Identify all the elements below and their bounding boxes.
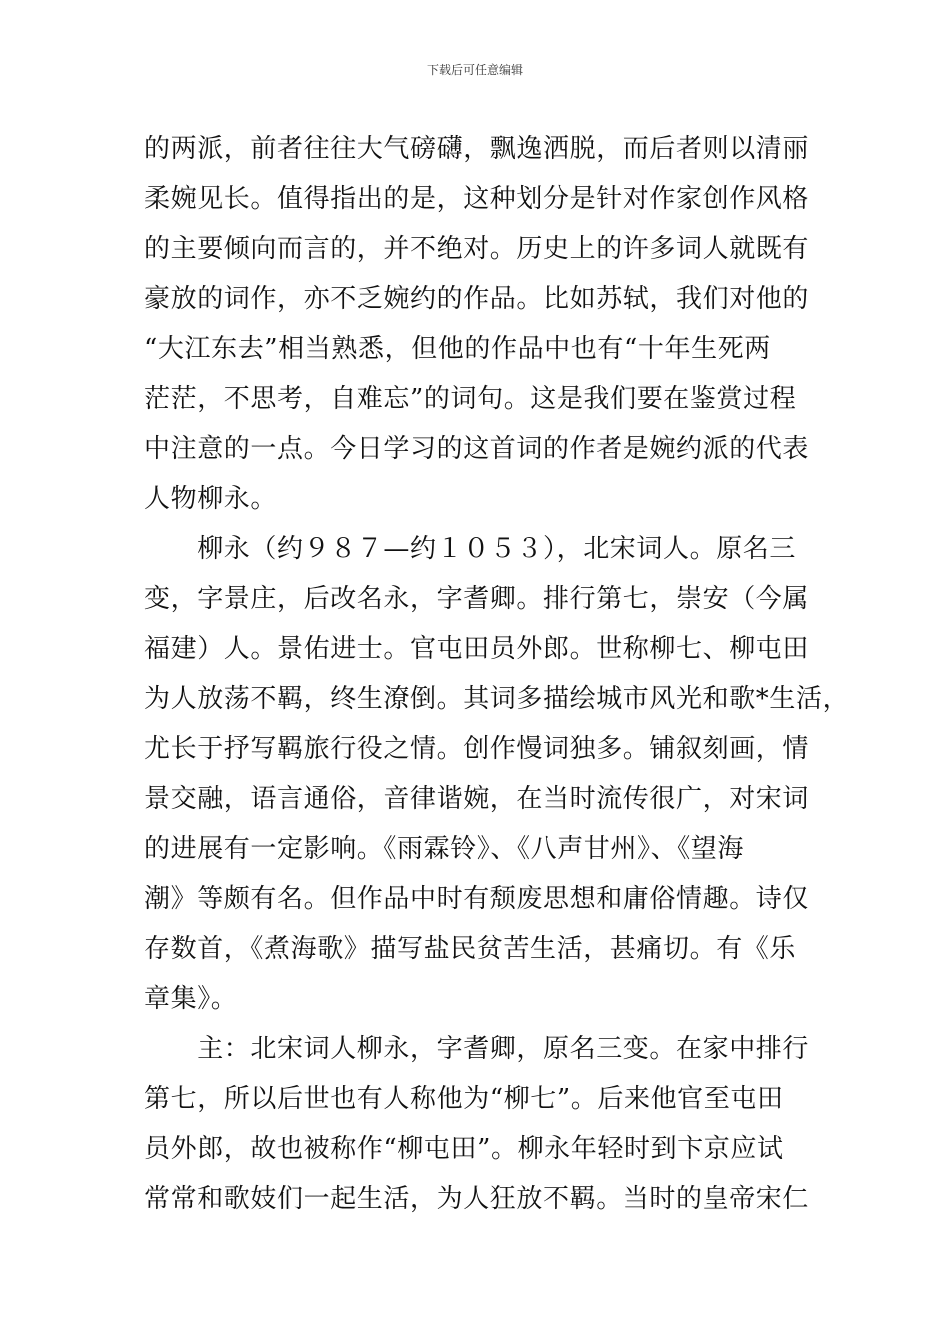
text-line: 第七，所以后世也有人称他为“柳七”。后来他官至屯田 (144, 1084, 784, 1114)
text-line: 变，字景庄，后改名永，字耆卿。排行第七，崇安（今属 (144, 584, 810, 614)
text-line: 员外郎，故也被称作“柳屯田”。柳永年轻时到卞京应试 (144, 1134, 784, 1164)
text-line: 中注意的一点。今日学习的这首词的作者是婉约派的代表 (144, 434, 810, 464)
text-line: 尤长于抒写羁旅行役之情。创作慢词独多。铺叙刻画，情 (144, 734, 810, 764)
page-header: 下载后可任意编辑 (426, 63, 523, 77)
text-line: 人物柳永。 (144, 484, 278, 514)
text-line: 存数首，《煮海歌》描写盐民贫苦生活，甚痛切。有《乐 (144, 934, 797, 964)
text-line: 的进展有一定影响。《雨霖铃》、《八声甘州》、《望海 (144, 834, 745, 864)
text-line: 福建）人。景佑进士。官屯田员外郎。世称柳七、柳屯田 (144, 634, 810, 664)
text-line: 为人放荡不羁，终生潦倒。其词多描绘城市风光和歌*生活， (144, 684, 850, 714)
text-line: 的主要倾向而言的，并不绝对。历史上的许多词人就既有 (144, 234, 810, 264)
text-line: 常常和歌妓们一起生活，为人狂放不羁。当时的皇帝宋仁 (144, 1184, 810, 1214)
text-line: 潮》等颇有名。但作品中时有颓废思想和庸俗情趣。诗仅 (144, 884, 810, 914)
text-line: 主：北宋词人柳永，字耆卿，原名三变。在家中排行 (144, 1034, 810, 1064)
text-line: 章集》。 (144, 984, 238, 1014)
document-body (144, 124, 850, 1224)
text-line: 的两派，前者往往大气磅礴，飘逸洒脱，而后者则以清丽 (144, 134, 810, 164)
text-line: “大江东去”相当熟悉，但他的作品中也有“十年生死两 (144, 334, 771, 364)
text-line: 柳永（约９８７—约１０５３），北宋词人。原名三 (144, 534, 797, 564)
text-line: 柔婉见长。值得指出的是，这种划分是针对作家创作风格 (144, 184, 810, 214)
text-line: 景交融，语言通俗，音律谐婉，在当时流传很广，对宋词 (144, 784, 810, 814)
text-line: 茫茫，不思考，自难忘”的词句。这是我们要在鉴赏过程 (144, 384, 797, 414)
text-line: 豪放的词作，亦不乏婉约的作品。比如苏轼，我们对他的 (144, 284, 810, 314)
